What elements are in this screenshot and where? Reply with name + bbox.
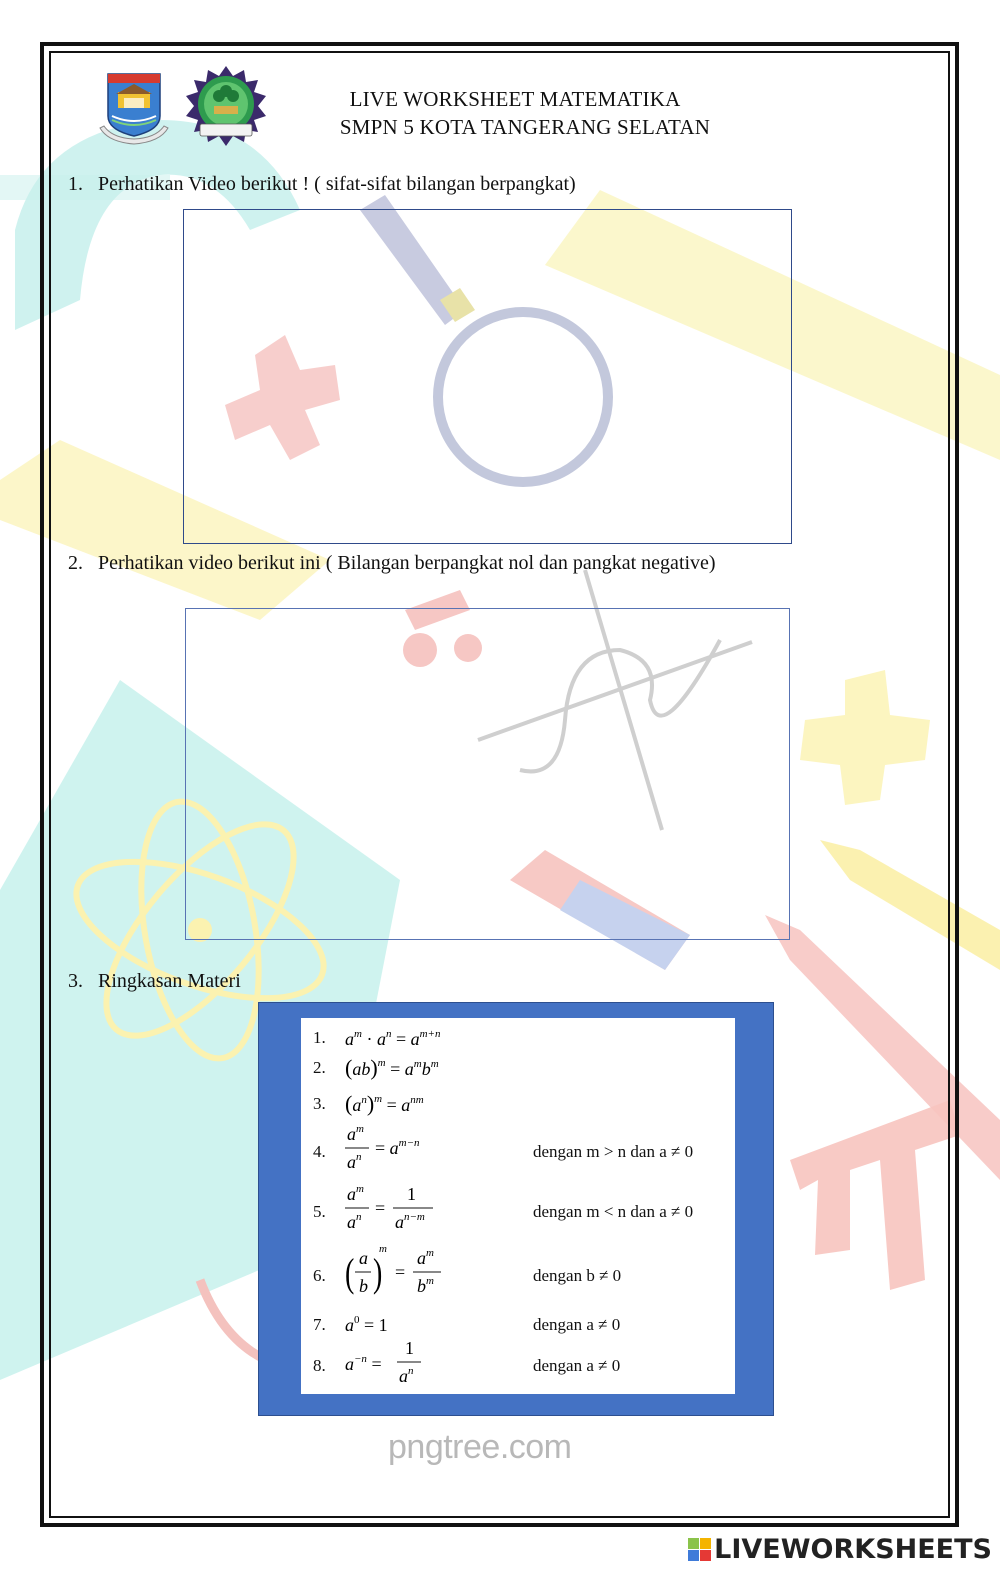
video-embed-1[interactable]: [183, 209, 792, 544]
question-number: 1.: [68, 173, 83, 195]
worksheet-header: [300, 85, 750, 141]
formula-list: [301, 1018, 735, 1394]
watermark-text: pngtree.com: [388, 1428, 572, 1466]
question-2: [68, 550, 716, 576]
svg-text:(ab)m = ambm: $(ab)^m = a^mb^m$: [345, 1055, 439, 1080]
formula-number: 5.: [313, 1202, 326, 1221]
header-school: SMPN 5 KOTA TANGERANG SELATAN: [339, 115, 711, 139]
question-1: [68, 171, 576, 197]
question-number: 3.: [68, 970, 83, 992]
formula-row: [313, 1123, 733, 1172]
question-3: [68, 968, 241, 994]
svg-text:=: =: [375, 1198, 386, 1218]
video-embed-2[interactable]: [185, 608, 790, 940]
school-emblem-logo: [186, 66, 266, 146]
formula-number: 3.: [313, 1094, 326, 1113]
question-text: Perhatikan video berikut ini ( Bilangan berpangkat nol dan pangkat negative): [98, 552, 716, 574]
formula-number: 8.: [313, 1356, 326, 1375]
liveworksheets-brand[interactable]: [688, 1534, 992, 1565]
formula-quotient-negative: [345, 1183, 535, 1248]
brand-name: LIVEWORKSHEETS: [714, 1534, 992, 1565]
city-emblem-logo: [98, 70, 170, 146]
svg-text:an: $a^n$: [347, 1211, 362, 1232]
formula-condition: dengan m > n dan a ≠ 0: [533, 1142, 694, 1161]
formula-row: [313, 1183, 733, 1232]
svg-text:am · an = am+n: $a^m \cdot a^n = a^{m+n}$: [345, 1028, 441, 1049]
formula-condition: dengan b ≠ 0: [533, 1266, 622, 1285]
svg-text:=: =: [395, 1262, 406, 1282]
formula-condition: dengan m < n dan a ≠ 0: [533, 1202, 694, 1221]
formula-negative-exponent: [345, 1338, 535, 1402]
liveworksheets-logo-icon: [688, 1538, 711, 1561]
formula-row: [313, 1315, 733, 1345]
formula-row: [313, 1243, 733, 1296]
question-text: Ringkasan Materi: [98, 970, 241, 992]
svg-text:bm: $b^m$: [417, 1275, 434, 1296]
svg-text:a: a: [359, 1248, 368, 1268]
question-number: 2.: [68, 552, 83, 574]
svg-text:a−n =: $a^{-n}$ =: [345, 1353, 382, 1374]
svg-text:an: $a^n$: [399, 1365, 414, 1386]
svg-text:am: $a^m$: [347, 1123, 364, 1144]
header-title: LIVE WORKSHEET MATEMATIKA: [349, 87, 681, 111]
svg-text:am: $a^m$: [417, 1247, 434, 1268]
svg-text:an: $a^n$: [347, 1151, 362, 1172]
summary-panel: [258, 1002, 774, 1416]
formula-condition: dengan a ≠ 0: [533, 1356, 621, 1375]
svg-text:1: 1: [407, 1184, 416, 1204]
svg-text:m: m: [379, 1243, 387, 1255]
formula-number: 7.: [313, 1315, 326, 1334]
svg-text:1: 1: [405, 1338, 414, 1358]
formula-row: [313, 1091, 733, 1124]
formula-condition: dengan a ≠ 0: [533, 1315, 621, 1334]
svg-text:(an)m = anm: $(a^n)^m = a^{nm}$: [345, 1091, 424, 1116]
svg-text:= am−n: = $a^{m-n}$: [375, 1137, 420, 1158]
formula-number: 1.: [313, 1028, 326, 1047]
svg-text:(: (: [345, 1251, 355, 1296]
svg-text:an−m: $a^{n-m}$: [395, 1211, 425, 1232]
formula-quotient-rule: [345, 1123, 535, 1188]
svg-text:a0 = 1: $a^0 = 1$: [345, 1314, 388, 1335]
question-text: Perhatikan Video berikut ! ( sifat-sifat bilangan berpangkat): [98, 173, 576, 195]
svg-text:am: $a^m$: [347, 1183, 364, 1204]
svg-text:b: b: [359, 1276, 368, 1296]
formula-number: 4.: [313, 1142, 326, 1161]
formula-row: [313, 1338, 733, 1386]
formula-number: 6.: [313, 1266, 326, 1285]
svg-text:): ): [373, 1251, 383, 1296]
formula-number: 2.: [313, 1058, 326, 1077]
